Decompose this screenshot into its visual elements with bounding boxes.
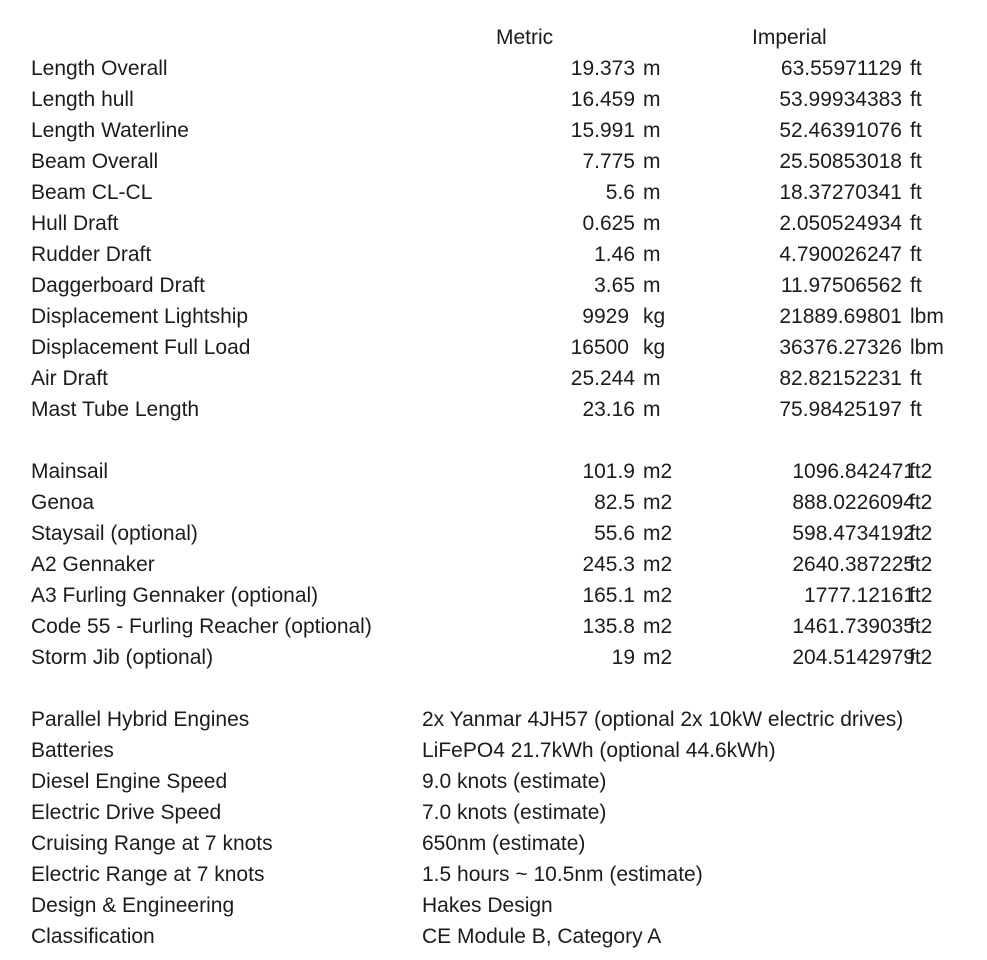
metric-unit: m: [643, 181, 661, 204]
metric-value: 19.373: [570, 57, 635, 80]
table-row: [0, 859, 987, 890]
metric-value: 82.5: [594, 491, 635, 514]
imperial-unit: ft2: [909, 460, 933, 483]
imperial-unit: ft: [910, 274, 922, 297]
metric-value: 101.9: [582, 460, 635, 483]
metric-value: 7.775: [582, 150, 635, 173]
row-label: Storm Jib (optional): [31, 646, 214, 669]
row-label: Diesel Engine Speed: [31, 770, 228, 793]
metric-value: 16500: [570, 336, 629, 359]
row-label: Code 55 - Furling Reacher (optional): [31, 615, 372, 638]
metric-unit: m2: [643, 491, 673, 514]
imperial-value: 18.37270341: [779, 181, 902, 204]
metric-value: 19: [611, 646, 635, 669]
row-label: Displacement Lightship: [31, 305, 249, 328]
imperial-unit: ft: [910, 398, 922, 421]
metric-value: 0.625: [582, 212, 635, 235]
imperial-unit: ft2: [909, 646, 933, 669]
metric-unit: m2: [643, 553, 673, 576]
row-label: Air Draft: [31, 367, 109, 390]
metric-value: 1.46: [594, 243, 635, 266]
imperial-value: 1461.739035: [792, 615, 915, 638]
table-row: [0, 828, 987, 859]
metric-value: 9929: [582, 305, 629, 328]
table-row: [0, 177, 987, 208]
table-row: [0, 735, 987, 766]
spec-value: LiFePO4 21.7kWh (optional 44.6kWh): [422, 739, 776, 762]
imperial-value: 1777.12161: [804, 584, 915, 607]
table-row: [0, 270, 987, 301]
imperial-unit: ft: [910, 57, 922, 80]
table-row: [0, 456, 987, 487]
table-row: [0, 921, 987, 952]
spec-value: 9.0 knots (estimate): [422, 770, 607, 793]
imperial-value: 36376.27326: [779, 336, 902, 359]
row-label: Rudder Draft: [31, 243, 152, 266]
metric-unit: m: [643, 150, 661, 173]
metric-unit: m: [643, 88, 661, 111]
metric-value: 55.6: [594, 522, 635, 545]
spec-value: Hakes Design: [422, 894, 553, 917]
row-label: Length Waterline: [31, 119, 189, 142]
imperial-value: 53.99934383: [779, 88, 902, 111]
table-row: [0, 146, 987, 177]
table-row: [0, 394, 987, 425]
metric-value: 5.6: [605, 181, 635, 204]
imperial-unit: ft2: [909, 584, 933, 607]
row-label: Batteries: [31, 739, 114, 762]
table-row: [0, 487, 987, 518]
row-label: Mainsail: [31, 460, 109, 483]
table-row: [0, 518, 987, 549]
table-row: [0, 704, 987, 735]
metric-unit: m2: [643, 460, 673, 483]
row-label: Parallel Hybrid Engines: [31, 708, 250, 731]
metric-unit: m: [643, 119, 661, 142]
metric-unit: m2: [643, 615, 673, 638]
row-label: Length Overall: [31, 57, 168, 80]
metric-value: 15.991: [570, 119, 635, 142]
metric-unit: m: [643, 57, 661, 80]
imperial-value: 1096.842471: [792, 460, 915, 483]
row-label: Electric Range at 7 knots: [31, 863, 265, 886]
table-row: [0, 208, 987, 239]
metric-unit: m2: [643, 522, 673, 545]
metric-value: 3.65: [594, 274, 635, 297]
metric-unit: m: [643, 274, 661, 297]
metric-unit: m2: [643, 646, 673, 669]
metric-unit: kg: [643, 336, 666, 359]
spec-value: 2x Yanmar 4JH57 (optional 2x 10kW electric drives): [422, 708, 904, 731]
imperial-unit: ft: [910, 212, 922, 235]
imperial-unit: ft: [910, 243, 922, 266]
metric-unit: m: [643, 398, 661, 421]
imperial-value: 63.55971129: [780, 57, 902, 80]
imperial-unit: ft2: [909, 553, 933, 576]
metric-unit: m: [643, 212, 661, 235]
metric-value: 16.459: [570, 88, 635, 111]
row-label: Beam CL-CL: [31, 181, 153, 204]
spec-value: CE Module B, Category A: [422, 925, 662, 948]
imperial-unit: ft: [910, 367, 922, 390]
table-row: [0, 766, 987, 797]
imperial-column-header: Imperial: [752, 26, 827, 49]
table-row: [0, 549, 987, 580]
metric-value: 135.8: [582, 615, 635, 638]
table-row: [0, 115, 987, 146]
imperial-unit: ft: [910, 150, 922, 173]
row-label: Daggerboard Draft: [31, 274, 205, 297]
table-row: [0, 580, 987, 611]
imperial-value: 2640.387225: [792, 553, 915, 576]
row-label: A3 Furling Gennaker (optional): [31, 584, 319, 607]
imperial-unit: ft: [910, 181, 922, 204]
row-label: Mast Tube Length: [31, 398, 200, 421]
table-row: [0, 611, 987, 642]
table-row: [0, 239, 987, 270]
imperial-value: 2.050524934: [779, 212, 902, 235]
row-label: Beam Overall: [31, 150, 159, 173]
row-label: Genoa: [31, 491, 95, 514]
imperial-unit: ft2: [909, 522, 933, 545]
imperial-value: 52.46391076: [779, 119, 902, 142]
row-label: Cruising Range at 7 knots: [31, 832, 273, 855]
metric-value: 245.3: [582, 553, 635, 576]
spec-value: 650nm (estimate): [422, 832, 586, 855]
metric-column-header: Metric: [496, 26, 554, 49]
table-row: [0, 797, 987, 828]
row-label: Design & Engineering: [31, 894, 235, 917]
row-label: A2 Gennaker: [31, 553, 155, 576]
metric-unit: kg: [643, 305, 666, 328]
imperial-value: 82.82152231: [779, 367, 902, 390]
imperial-unit: ft2: [909, 491, 933, 514]
imperial-unit: lbm: [910, 305, 944, 328]
imperial-unit: lbm: [910, 336, 944, 359]
metric-value: 165.1: [582, 584, 635, 607]
imperial-value: 598.4734192: [792, 522, 915, 545]
metric-unit: m: [643, 243, 661, 266]
table-row: [0, 84, 987, 115]
spec-value: 1.5 hours ~ 10.5nm (estimate): [422, 863, 703, 886]
row-label: Staysail (optional): [31, 522, 198, 545]
metric-value: 23.16: [582, 398, 635, 421]
imperial-value: 25.50853018: [779, 150, 902, 173]
table-row: [0, 642, 987, 673]
row-label: Displacement Full Load: [31, 336, 251, 359]
table-row: [0, 53, 987, 84]
table-row: [0, 301, 987, 332]
imperial-value: 11.97506562: [780, 274, 902, 297]
imperial-value: 204.5142979: [792, 646, 915, 669]
table-row: [0, 363, 987, 394]
row-label: Classification: [31, 925, 155, 948]
imperial-unit: ft: [910, 119, 922, 142]
imperial-value: 75.98425197: [779, 398, 902, 421]
metric-unit: m: [643, 367, 661, 390]
imperial-unit: ft2: [909, 615, 933, 638]
metric-value: 25.244: [570, 367, 635, 390]
metric-unit: m2: [643, 584, 673, 607]
row-label: Electric Drive Speed: [31, 801, 222, 824]
imperial-value: 888.0226094: [792, 491, 915, 514]
imperial-unit: ft: [910, 88, 922, 111]
spec-value: 7.0 knots (estimate): [422, 801, 607, 824]
table-row: [0, 332, 987, 363]
row-label: Hull Draft: [31, 212, 119, 235]
imperial-value: 21889.69801: [779, 305, 902, 328]
table-row: [0, 890, 987, 921]
imperial-value: 4.790026247: [779, 243, 902, 266]
row-label: Length hull: [31, 88, 134, 111]
